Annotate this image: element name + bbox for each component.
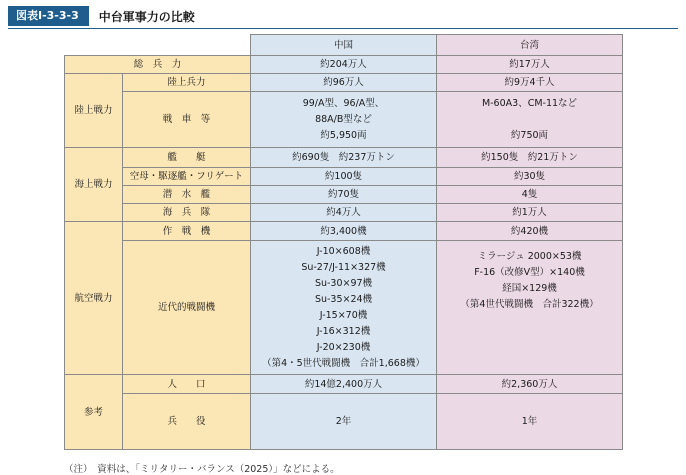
row-label-total: 総 兵 力 (65, 56, 251, 74)
china-fighter-line: J-10×608機 (316, 245, 371, 257)
table-row (65, 92, 623, 148)
blank-corner (65, 35, 251, 56)
taiwan-aircraft: 約420機 (437, 222, 623, 241)
table-row (65, 204, 623, 222)
taiwan-total: 約17万人 (437, 56, 623, 74)
china-total: 約204万人 (251, 56, 437, 74)
china-fighter-line: Su-30×97機 (314, 277, 373, 289)
row-label-modern-fighters: 近代的戦闘機 (123, 241, 251, 375)
taiwan-fighter-line: F-16（改修V型）×140機 (474, 267, 585, 278)
china-service: 2年 (251, 394, 437, 450)
taiwan-fighter-line: 経国×129機 (502, 283, 557, 294)
china-fighter-line: Su-35×24機 (314, 293, 373, 305)
row-label-submarines: 潜 水 艦 (123, 186, 251, 204)
column-header-china: 中国 (251, 35, 437, 56)
china-fighter-line: （第4・5世代戦闘機 合計1,668機） (262, 357, 425, 369)
header-divider (8, 28, 678, 29)
taiwan-tanks-line (441, 112, 618, 128)
china-tanks-line: 99/A型、96/A型、 (302, 97, 385, 109)
taiwan-ships: 約150隻 約21万トン (437, 148, 623, 168)
source-note: （注） 資料は、「ミリタリー・バランス（2025）」などによる。 (64, 464, 340, 475)
taiwan-population: 約2,360万人 (437, 375, 623, 394)
table-row (65, 394, 623, 450)
taiwan-marines: 約1万人 (437, 204, 623, 222)
row-label-population: 人 口 (123, 375, 251, 394)
table-row (65, 74, 623, 92)
taiwan-service: 1年 (437, 394, 623, 450)
category-navy: 海上戦力 (65, 148, 123, 222)
table-row (65, 168, 623, 186)
table-row (65, 241, 623, 375)
figure-header (8, 6, 195, 26)
table-header-row (65, 35, 623, 56)
china-tanks-line: 88A/B型など (315, 113, 372, 125)
table-row (65, 375, 623, 394)
category-reference: 参考 (65, 375, 123, 450)
china-population: 約14億2,400万人 (251, 375, 437, 394)
china-army-troops: 約96万人 (251, 74, 437, 92)
row-label-marines: 海 兵 隊 (123, 204, 251, 222)
category-army: 陸上戦力 (65, 74, 123, 148)
row-label-carriers: 空母・駆逐艦・フリゲート (123, 168, 251, 186)
row-label-aircraft: 作 戦 機 (123, 222, 251, 241)
china-submarines: 約70隻 (251, 186, 437, 204)
china-fighter-line: Su-27/J-11×327機 (301, 261, 386, 273)
taiwan-submarines: 4隻 (437, 186, 623, 204)
taiwan-fighter-line: ミラージュ 2000×53機 (477, 251, 582, 262)
china-carriers: 約100隻 (251, 168, 437, 186)
row-label-tanks: 戦 車 等 (123, 92, 251, 148)
china-tanks-line: 約5,950両 (320, 129, 367, 141)
china-fighter-line: J-16×312機 (316, 325, 371, 337)
china-marines: 約4万人 (251, 204, 437, 222)
china-fighter-line: J-20×230機 (316, 341, 371, 353)
figure-title: 中台軍事力の比較 (98, 9, 195, 24)
category-air: 航空戦力 (65, 222, 123, 375)
table-row (65, 148, 623, 168)
china-tanks (251, 92, 437, 148)
taiwan-tanks-line: M-60A3、CM-11など (481, 97, 578, 109)
taiwan-army-troops: 約9万4千人 (437, 74, 623, 92)
row-label-service: 兵 役 (123, 394, 251, 450)
table-row (65, 186, 623, 204)
row-label-army-troops: 陸上兵力 (123, 74, 251, 92)
table-row (65, 56, 623, 74)
taiwan-modern-fighters (437, 241, 623, 375)
comparison-table (64, 34, 623, 450)
taiwan-tanks-line: 約750両 (510, 129, 549, 141)
figure-label: 図表Ⅰ-3-3-3 (8, 6, 89, 26)
row-label-ships: 艦 艇 (123, 148, 251, 168)
column-header-taiwan: 台湾 (437, 35, 623, 56)
taiwan-carriers: 約30隻 (437, 168, 623, 186)
china-modern-fighters (251, 241, 437, 375)
china-aircraft: 約3,400機 (251, 222, 437, 241)
china-ships: 約690隻 約237万トン (251, 148, 437, 168)
taiwan-tanks (437, 92, 623, 148)
china-fighter-line: J-15×70機 (319, 309, 368, 321)
table-row (65, 222, 623, 241)
taiwan-fighter-line: （第4世代戦闘機 合計322機） (460, 299, 599, 310)
